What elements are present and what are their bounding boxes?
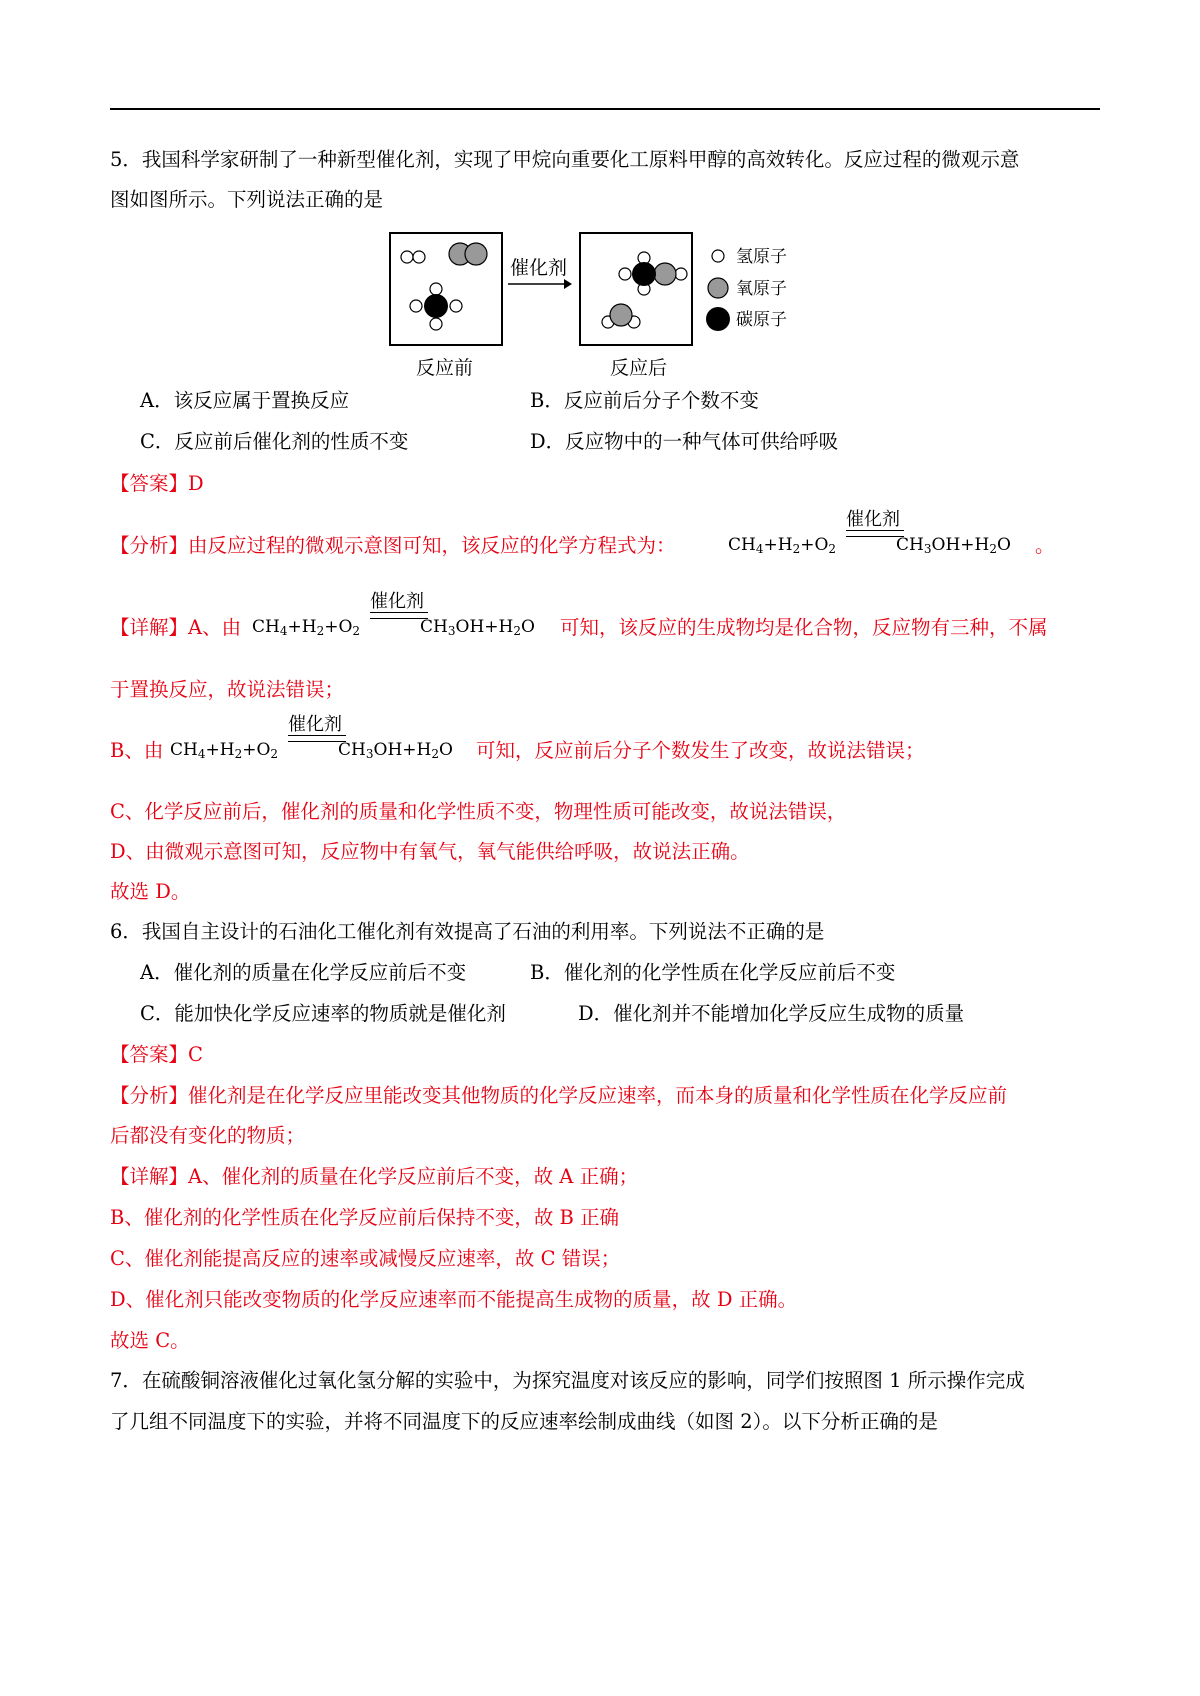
- q6-detail-b: B、催化剂的化学性质在化学反应前后保持不变，故 B 正确: [110, 1206, 620, 1229]
- answer-value: D: [188, 472, 204, 495]
- before-label: 反应前: [416, 357, 474, 379]
- q5-detail-a: [110, 614, 241, 642]
- q5-option-d: D．反应物中的一种气体可供给呼吸: [530, 430, 839, 453]
- legend-oxygen-icon: [708, 278, 728, 298]
- q5-analysis-end: 。: [1035, 534, 1055, 557]
- hydrogen-atom: [410, 300, 422, 312]
- hydrogen-atom: [450, 300, 462, 312]
- q5-analysis: [110, 532, 676, 560]
- oxygen-atom: [610, 304, 632, 326]
- hydrogen-atom: [430, 318, 442, 330]
- hydrogen-atom: [401, 251, 413, 263]
- q6-analysis-line1: [110, 1082, 1007, 1110]
- equation-reactants: $CH_4+H_2+O_2$: [252, 617, 361, 638]
- equation-products: $CH_3OH+H_2O$: [896, 535, 1011, 556]
- answer-tag: 【答案】: [110, 1043, 189, 1066]
- analysis-text: 催化剂是在化学反应里能改变其他物质的化学反应速率，而本身的质量和化学性质在化学反应前: [188, 1084, 1008, 1107]
- q5-stem-line2: 图如图所示。下列说法正确的是: [110, 188, 384, 211]
- header-rule: [110, 108, 1100, 110]
- legend-carbon-label: 碳原子: [736, 310, 787, 330]
- q6-detail-a: [110, 1163, 638, 1191]
- hydrogen-atom: [413, 251, 425, 263]
- arrow-head: [564, 279, 572, 289]
- equation-double-line: [288, 735, 346, 742]
- q5-option-a: A．该反应属于置换反应: [140, 389, 350, 412]
- q5-detail-a-post: 可知，该反应的生成物均是化合物，反应物有三种，不属: [560, 616, 1048, 639]
- reaction-diagram: [380, 228, 840, 388]
- detail-tag: 【详解】: [110, 616, 189, 639]
- equation-catalyst: 催化剂: [288, 714, 342, 735]
- oxygen-atom: [654, 263, 676, 285]
- equation-products: $CH_3OH+H_2O$: [420, 617, 535, 638]
- detail-a-text: A、催化剂的质量在化学反应前后不变，故 A 正确；: [188, 1165, 639, 1188]
- q5-option-b: B．反应前后分子个数不变: [530, 389, 759, 412]
- equation-detail-b: [170, 714, 453, 761]
- answer-value: C: [188, 1043, 203, 1066]
- legend-hydrogen-label: 氢原子: [736, 247, 787, 267]
- q6-option-d: D．催化剂并不能增加化学反应生成物的质量: [578, 1002, 965, 1025]
- q5-choose: 故选 D。: [110, 880, 191, 903]
- equation-catalyst: 催化剂: [846, 509, 900, 530]
- q6-answer: [110, 1041, 203, 1069]
- carbon-atom: [424, 294, 448, 318]
- q5-detail-d: D、由微观示意图可知，反应物中有氧气，氧气能供给呼吸，故说法正确。: [110, 840, 750, 863]
- hydrogen-atom: [619, 268, 631, 280]
- analysis-tag: 【分析】: [110, 1084, 189, 1107]
- q6-option-b: B．催化剂的化学性质在化学反应前后不变: [530, 961, 896, 984]
- legend-oxygen-label: 氧原子: [736, 279, 787, 299]
- equation-catalyst: 催化剂: [370, 591, 424, 612]
- q5-stem-line1: 5．我国科学家研制了一种新型催化剂，实现了甲烷向重要化工原料甲醇的高效转化。反应过程的微观示意: [110, 148, 1020, 171]
- equation-double-line: [846, 530, 904, 537]
- q5-detail-b-post: 可知，反应前后分子个数发生了改变，故说法错误；: [476, 739, 925, 762]
- detail-a-prefix: A、由: [188, 616, 242, 639]
- equation-reactants: $CH_4+H_2+O_2$: [170, 740, 279, 761]
- q6-choose: 故选 C。: [110, 1329, 190, 1352]
- q6-option-a: A．催化剂的质量在化学反应前后不变: [140, 961, 467, 984]
- q7-stem-line1: 7．在硫酸铜溶液催化过氧化氢分解的实验中，为探究温度对该反应的影响，同学们按照图 1 所示操作完成: [110, 1369, 1025, 1392]
- carbon-atom: [632, 262, 656, 286]
- q5-option-c: C．反应前后催化剂的性质不变: [140, 430, 409, 453]
- equation-analysis: [728, 509, 1011, 556]
- q5-detail-b: B、由: [110, 739, 164, 762]
- detail-tag: 【详解】: [110, 1165, 189, 1188]
- hydrogen-atom: [675, 268, 687, 280]
- legend-hydrogen-icon: [712, 250, 724, 262]
- legend-carbon-icon: [706, 307, 730, 331]
- arrow-label: 催化剂: [510, 257, 568, 279]
- q6-analysis-line2: 后都没有变化的物质；: [110, 1124, 306, 1147]
- q6-option-c: C．能加快化学反应速率的物质就是催化剂: [140, 1002, 506, 1025]
- q5-detail-a-line2: 于置换反应，故说法错误；: [110, 678, 345, 701]
- q6-detail-c: C、催化剂能提高反应的速率或减慢反应速率，故 C 错误；: [110, 1247, 621, 1270]
- after-label: 反应后: [610, 357, 668, 379]
- oxygen-atom: [465, 243, 487, 265]
- q6-detail-d: D、催化剂只能改变物质的化学反应速率而不能提高生成物的质量，故 D 正确。: [110, 1288, 798, 1311]
- q5-detail-c: C、化学反应前后，催化剂的质量和化学性质不变，物理性质可能改变，故说法错误，: [110, 800, 847, 823]
- equation-reactants: $CH_4+H_2+O_2$: [728, 535, 837, 556]
- analysis-text: 由反应过程的微观示意图可知，该反应的化学方程式为：: [188, 534, 676, 557]
- analysis-tag: 【分析】: [110, 534, 189, 557]
- equation-detail-a: [252, 591, 535, 638]
- q6-stem: 6．我国自主设计的石油化工催化剂有效提高了石油的利用率。下列说法不正确的是: [110, 920, 825, 943]
- q5-answer: [110, 470, 204, 498]
- q7-stem-line2: 了几组不同温度下的实验，并将不同温度下的反应速率绘制成曲线（如图 2）。以下分析正确的是: [110, 1410, 938, 1433]
- equation-double-line: [370, 612, 428, 619]
- answer-tag: 【答案】: [110, 472, 189, 495]
- hydrogen-atom: [430, 283, 442, 295]
- equation-products: $CH_3OH+H_2O$: [338, 740, 453, 761]
